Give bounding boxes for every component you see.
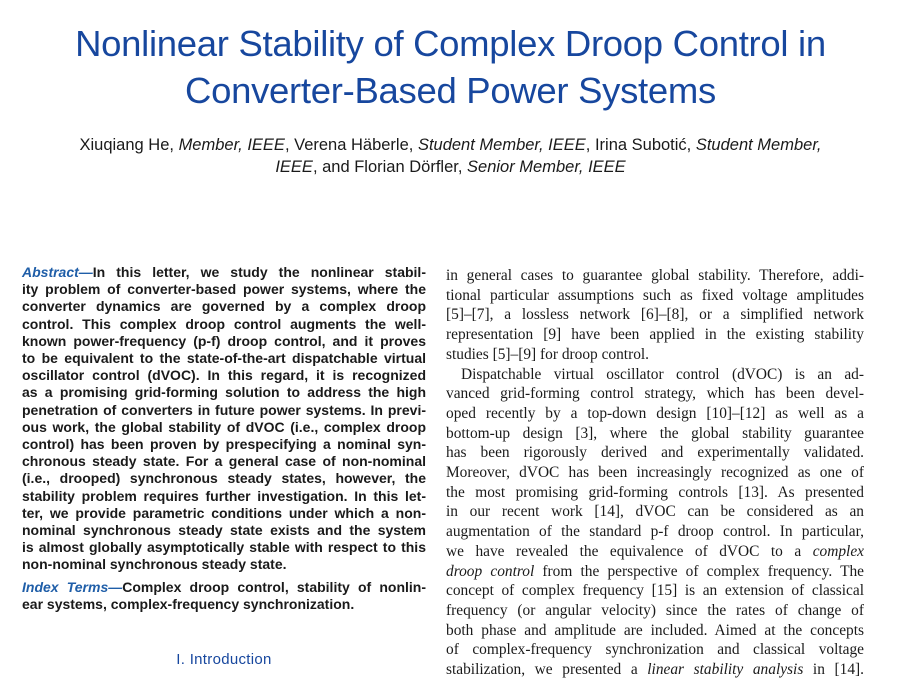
- paragraph: [446, 365, 864, 680]
- abstract-line: ter, we provide parametric conditions under which a non-: [22, 504, 426, 521]
- author-role: Senior Member, IEEE: [467, 158, 626, 176]
- body-line: Moreover, dVOC has been increasingly recognized as one of: [446, 464, 864, 482]
- left-column: [22, 264, 426, 613]
- body-line: of complex-frequency synchronization and classical voltage: [446, 641, 864, 659]
- index-terms: [22, 579, 426, 613]
- author-name: Xiuqiang He,: [79, 136, 179, 154]
- body-line: in our recent work [14], dVOC can be considered as an: [446, 503, 864, 521]
- abstract-line: as a promising grid-forming solution to address the high: [22, 384, 426, 401]
- author-name: , Irina Subotić,: [585, 136, 696, 154]
- abstract-label: Abstract—: [22, 264, 93, 280]
- abstract: [22, 264, 426, 574]
- emphasis: complex: [812, 542, 864, 560]
- body-line: vanced grid-forming control strategy, which has been devel-: [446, 385, 864, 403]
- abstract-line: converter dynamics are governed by a complex droop: [22, 298, 426, 315]
- body-line: we have revealed the equivalence of dVOC to a complex: [446, 542, 864, 560]
- index-terms-line: Index Terms—Complex droop control, stability of nonlin-: [22, 578, 426, 595]
- author-list: [0, 134, 901, 178]
- section-heading-text: I. Introduction: [176, 651, 272, 668]
- body-line: has been rigorously derived and experimentally validated.: [446, 444, 864, 462]
- abstract-line: control) has been proven by prespecifying a nominal syn-: [22, 436, 426, 453]
- author-role: Member, IEEE: [178, 136, 285, 154]
- author-line: [0, 134, 901, 156]
- abstract-line: penetration of converters in future power systems. In previ-: [22, 401, 426, 418]
- abstract-line: chronous steady state. For a general case of non-nominal: [22, 453, 426, 470]
- abstract-line: oscillator control (dVOC). In this regard, it is recognized: [22, 367, 426, 384]
- body-line: augmentation of the standard p-f droop control. In particular,: [446, 523, 864, 541]
- abstract-line: non-nominal synchronous steady state.: [22, 556, 287, 573]
- title-line: Nonlinear Stability of Complex Droop Control in: [75, 23, 826, 64]
- index-terms-line: ear systems, complex-frequency synchronization.: [22, 595, 355, 612]
- body-line: tional particular assumptions such as fixed voltage amplitudes: [446, 286, 864, 304]
- body-line: concept of complex frequency [15] is an extension of classical: [446, 582, 864, 600]
- paragraph: [446, 266, 864, 365]
- right-column: [446, 266, 864, 680]
- body-line: bottom-up design [3], where the global stability guarantee: [446, 424, 864, 442]
- author-role: Student Member, IEEE: [417, 136, 586, 154]
- body-line: [5]–[7], a lossless network [6]–[8], or a simplified network: [446, 306, 864, 324]
- body-line: oped recently by a top-down design [10]–[12] as well as a: [446, 404, 864, 422]
- abstract-line: (i.e., drooped) synchronous steady states, however, the: [22, 470, 426, 487]
- abstract-line: nominal synchronous steady state exists and the system: [22, 522, 426, 539]
- body-line: frequency (or angular velocity) since the rates of change of: [446, 601, 864, 619]
- abstract-line: control. This complex droop control augments the well-: [22, 315, 426, 332]
- abstract-line: stability problem requires further investigation. In this let-: [22, 487, 426, 504]
- author-name: , and Florian Dörfler,: [312, 158, 468, 176]
- abstract-line: is almost globally asymptotically stable with respect to this: [22, 539, 426, 556]
- title-line: Converter-Based Power Systems: [185, 70, 716, 111]
- abstract-line: ous work, the global stability of dVOC (i.e., complex droop: [22, 418, 426, 435]
- body-line: the most promising grid-forming controls [13]. As presented: [446, 483, 864, 501]
- author-role: Student Member,: [695, 136, 822, 154]
- emphasis: linear stability analysis: [647, 661, 804, 679]
- body-line: studies [5]–[9] for droop control.: [446, 345, 650, 363]
- body-line: stabilization, we presented a linear stability analysis in [14].: [446, 661, 864, 679]
- abstract-line: Abstract—In this letter, we study the nonlinear stabil-: [22, 264, 426, 280]
- body-line: representation [9] have been applied in the existing stability: [446, 326, 864, 344]
- section-heading: [22, 651, 426, 668]
- body-line: droop control from the perspective of complex frequency. The: [446, 562, 864, 580]
- author-role: IEEE: [275, 158, 313, 176]
- author-line: [0, 156, 901, 178]
- index-terms-label: Index Terms—: [22, 578, 123, 595]
- body-line: Dispatchable virtual oscillator control (dVOC) is an ad-: [461, 365, 864, 383]
- paper-title: [0, 20, 901, 114]
- author-name: , Verena Häberle,: [284, 136, 418, 154]
- body-line: in general cases to guarantee global stability. Therefore, addi-: [446, 267, 864, 284]
- emphasis: droop control: [446, 562, 535, 580]
- abstract-line: ity problem of converter-based power systems, where the: [22, 281, 426, 298]
- abstract-line: known power-frequency (p-f) droop control, and it proves: [22, 332, 426, 349]
- abstract-line: to be equivalent to the state-of-the-art dispatchable virtual: [22, 350, 426, 367]
- body-line: both phase and amplitude are included. Aimed at the concepts: [446, 621, 864, 639]
